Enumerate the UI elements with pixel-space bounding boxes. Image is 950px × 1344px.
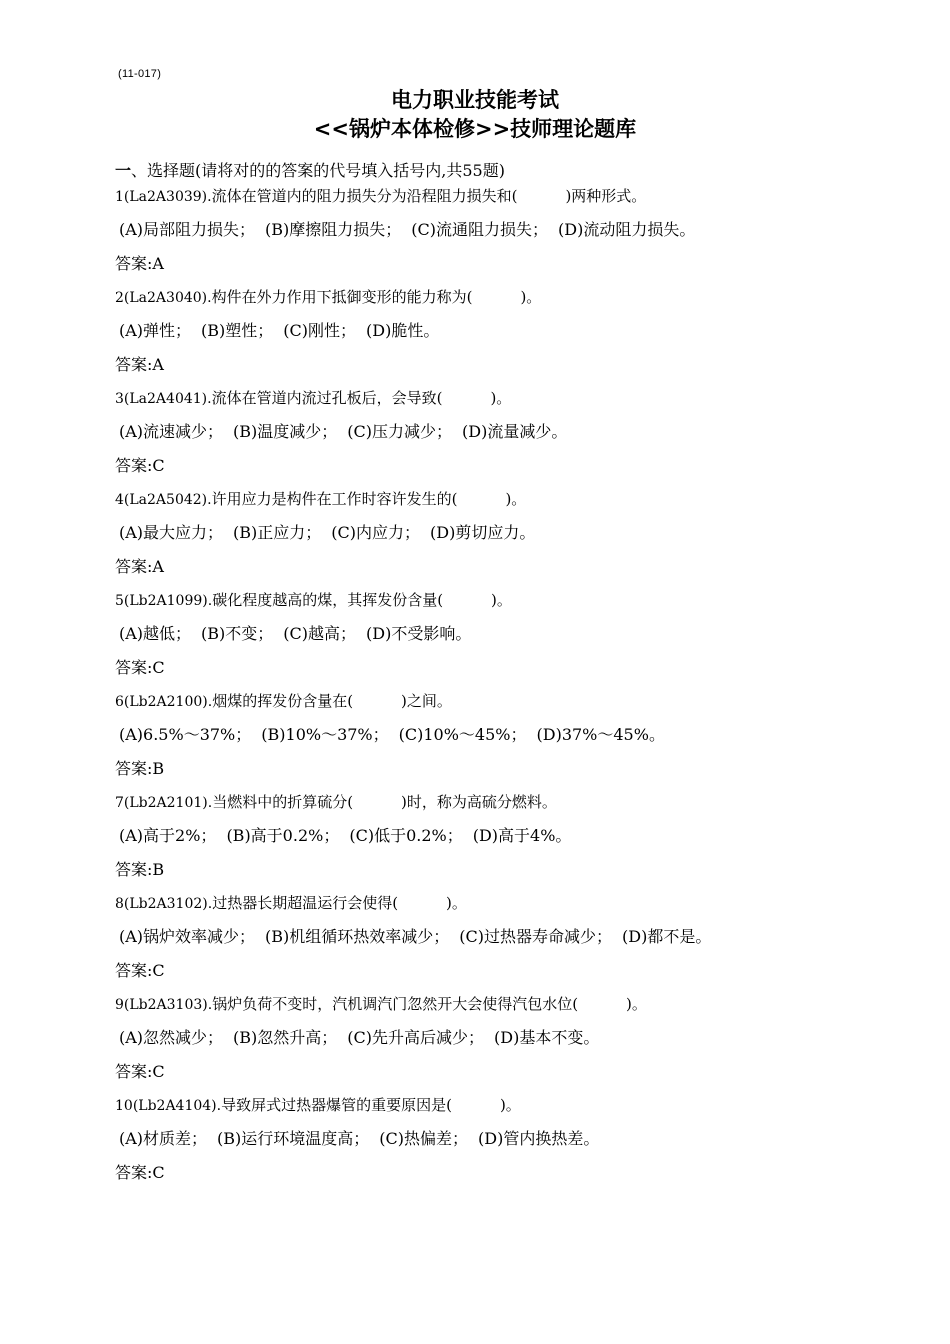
question-number: 10(Lb2A4104). bbox=[115, 1098, 222, 1114]
question-stem: 导致屏式过热器爆管的重要原因是( bbox=[221, 1096, 452, 1114]
option-d: (D)流动阻力损失。 bbox=[558, 220, 696, 239]
options-row bbox=[115, 1026, 915, 1050]
answer-line: 答案:A bbox=[115, 355, 164, 374]
option-a: (A)高于2%； bbox=[119, 826, 217, 845]
question-number: 5(Lb2A1099). bbox=[115, 593, 213, 609]
question-item bbox=[115, 184, 915, 285]
option-a: (A)锅炉效率减少； bbox=[119, 927, 256, 946]
question-number: 3(La2A4041). bbox=[115, 391, 212, 407]
option-a: (A)流速减少； bbox=[119, 422, 224, 441]
option-b: (B)10%～37%； bbox=[261, 725, 389, 744]
question-item bbox=[115, 992, 915, 1093]
question-number: 4(La2A5042). bbox=[115, 492, 212, 508]
section-heading bbox=[115, 160, 505, 182]
option-d: (D)高于4%。 bbox=[472, 826, 572, 845]
question-text bbox=[115, 487, 915, 511]
question-item bbox=[115, 588, 915, 689]
question-stem-end: )两种形式。 bbox=[565, 187, 647, 205]
question-number: 9(Lb2A3103). bbox=[115, 997, 213, 1013]
question-item bbox=[115, 689, 915, 790]
option-d: (D)不受影响。 bbox=[366, 624, 472, 643]
option-c: (C)流通阻力损失； bbox=[411, 220, 549, 239]
option-b: (B)不变； bbox=[201, 624, 274, 643]
option-d: (D)流量减少。 bbox=[462, 422, 568, 441]
question-stem-end: )时，称为高硫分燃料。 bbox=[401, 793, 557, 811]
answer-line: 答案:C bbox=[115, 658, 165, 677]
question-list bbox=[115, 184, 915, 1194]
option-d: (D)管内换热差。 bbox=[478, 1129, 600, 1148]
answer-line: 答案:C bbox=[115, 1062, 165, 1081]
question-stem: 烟煤的挥发份含量在( bbox=[212, 692, 354, 710]
option-b: (B)塑性； bbox=[201, 321, 274, 340]
question-text bbox=[115, 790, 915, 814]
option-c: (C)过热器寿命减少； bbox=[459, 927, 613, 946]
question-stem: 碳化程度越高的煤，其挥发份含量( bbox=[212, 591, 444, 609]
question-stem-end: )。 bbox=[520, 288, 542, 306]
options-row bbox=[115, 622, 915, 646]
answer-line: 答案:C bbox=[115, 1163, 165, 1182]
options-row bbox=[115, 1127, 915, 1151]
option-a: (A)6.5%～37%； bbox=[119, 725, 252, 744]
option-b: (B)正应力； bbox=[233, 523, 322, 542]
option-a: (A)局部阻力损失； bbox=[119, 220, 256, 239]
option-d: (D)剪切应力。 bbox=[430, 523, 536, 542]
options-row bbox=[115, 723, 915, 747]
option-c: (C)10%～45%； bbox=[398, 725, 527, 744]
question-number: 2(La2A3040). bbox=[115, 290, 212, 306]
question-text bbox=[115, 891, 915, 915]
page-subtitle: <<锅炉本体检修>>技师理论题库 bbox=[313, 117, 637, 141]
question-item bbox=[115, 891, 915, 992]
option-a: (A)材质差； bbox=[119, 1129, 208, 1148]
option-b: (B)高于0.2%； bbox=[226, 826, 340, 845]
question-stem: 当燃料中的折算硫分( bbox=[212, 793, 354, 811]
option-d: (D)脆性。 bbox=[366, 321, 440, 340]
option-c: (C)热偏差； bbox=[379, 1129, 469, 1148]
question-item bbox=[115, 1093, 915, 1194]
question-item bbox=[115, 790, 915, 891]
option-b: (B)机组循环热效率减少； bbox=[265, 927, 450, 946]
question-text bbox=[115, 386, 915, 410]
option-d: (D)基本不变。 bbox=[494, 1028, 600, 1047]
option-b: (B)运行环境温度高； bbox=[217, 1129, 370, 1148]
option-c: (C)越高； bbox=[283, 624, 357, 643]
option-a: (A)忽然减少； bbox=[119, 1028, 224, 1047]
question-item bbox=[115, 285, 915, 386]
question-text bbox=[115, 285, 915, 309]
option-a: (A)越低； bbox=[119, 624, 192, 643]
question-item bbox=[115, 386, 915, 487]
option-b: (B)摩擦阻力损失； bbox=[265, 220, 402, 239]
options-row bbox=[115, 925, 915, 949]
option-c: (C)内应力； bbox=[331, 523, 421, 542]
question-text bbox=[115, 588, 915, 612]
options-row bbox=[115, 824, 915, 848]
section-marker: 一 bbox=[115, 161, 132, 180]
options-row bbox=[115, 319, 915, 343]
question-text bbox=[115, 1093, 915, 1117]
document-code: (11-017) bbox=[118, 68, 162, 80]
question-stem-end: )。 bbox=[490, 389, 512, 407]
answer-line: 答案:B bbox=[115, 759, 165, 778]
option-a: (A)最大应力； bbox=[119, 523, 224, 542]
question-stem: 许用应力是构件在工作时容许发生的( bbox=[211, 490, 458, 508]
question-stem: 流体在管道内流过孔板后，会导致( bbox=[211, 389, 443, 407]
question-stem: 过热器长期超温运行会使得( bbox=[212, 894, 399, 912]
option-c: (C)先升高后减少； bbox=[347, 1028, 485, 1047]
question-stem: 流体在管道内的阻力损失分为沿程阻力损失和( bbox=[211, 187, 518, 205]
section-text: 、选择题(请将对的的答案的代号填入括号内,共55题) bbox=[131, 161, 505, 180]
page-title: 电力职业技能考试 bbox=[391, 88, 559, 112]
question-stem-end: )。 bbox=[626, 995, 647, 1013]
question-stem-end: )。 bbox=[446, 894, 467, 912]
option-b: (B)忽然升高； bbox=[233, 1028, 338, 1047]
answer-line: 答案:C bbox=[115, 456, 165, 475]
option-c: (C)刚性； bbox=[283, 321, 357, 340]
question-number: 7(Lb2A2101). bbox=[115, 795, 213, 811]
question-number: 8(Lb2A3102). bbox=[115, 896, 213, 912]
question-item bbox=[115, 487, 915, 588]
question-number: 1(La2A3039). bbox=[115, 189, 212, 205]
option-d: (D)都不是。 bbox=[622, 927, 712, 946]
option-c: (C)压力减少； bbox=[347, 422, 453, 441]
question-text bbox=[115, 689, 915, 713]
answer-line: 答案:A bbox=[115, 254, 164, 273]
option-d: (D)37%～45%。 bbox=[536, 725, 665, 744]
options-row bbox=[115, 420, 915, 444]
options-row bbox=[115, 218, 915, 242]
question-stem-end: )。 bbox=[491, 591, 512, 609]
options-row bbox=[115, 521, 915, 545]
answer-line: 答案:B bbox=[115, 860, 165, 879]
option-a: (A)弹性； bbox=[119, 321, 192, 340]
answer-line: 答案:C bbox=[115, 961, 165, 980]
answer-line: 答案:A bbox=[115, 557, 164, 576]
option-b: (B)温度减少； bbox=[233, 422, 338, 441]
question-stem-end: )。 bbox=[499, 1096, 521, 1114]
question-stem-end: )之间。 bbox=[401, 692, 452, 710]
question-stem: 构件在外力作用下抵御变形的能力称为( bbox=[211, 288, 473, 306]
question-stem: 锅炉负荷不变时，汽机调汽门忽然开大会使得汽包水位( bbox=[212, 995, 579, 1013]
option-c: (C)低于0.2%； bbox=[349, 826, 463, 845]
question-number: 6(Lb2A2100). bbox=[115, 694, 213, 710]
question-text bbox=[115, 184, 915, 208]
question-stem-end: )。 bbox=[505, 490, 527, 508]
question-text bbox=[115, 992, 915, 1016]
